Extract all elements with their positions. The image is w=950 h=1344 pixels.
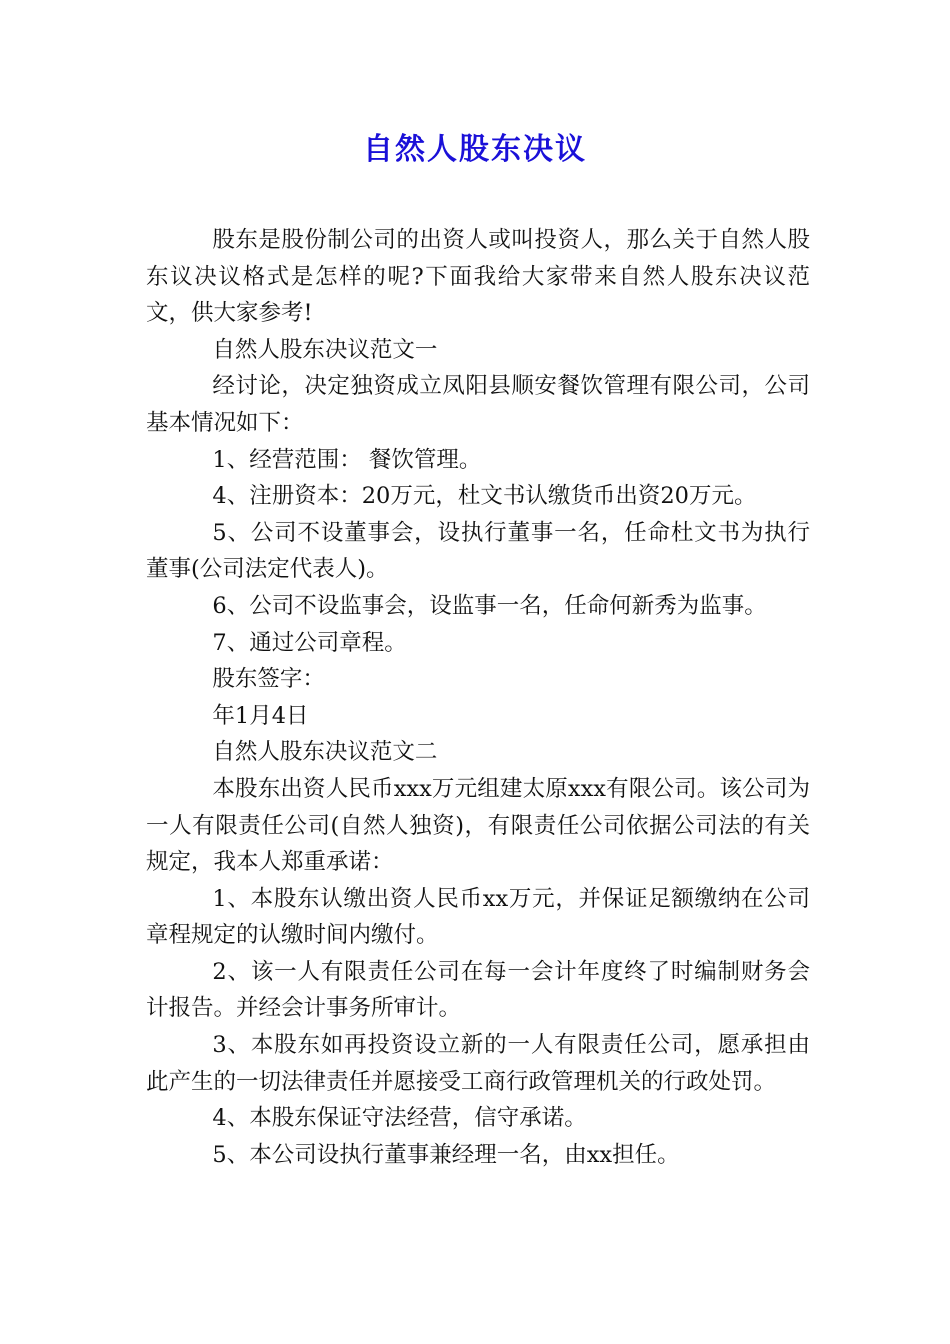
list-item-financial-report: 2、该一人有限责任公司在每一会计年度终了时编制财务会计报告。并经会计事务所审计。 [146,958,810,1022]
heading-sample-one: 自然人股东决议范文一 [212,336,438,363]
document-body [146,222,810,1173]
paragraph-commitment: 本股东出资人民币xxx万元组建太原xxx有限公司。该公司为一人有限责任公司(自然人独资)，有限责任公司依据公司法的有关规定，我本人郑重承诺： [146,775,810,876]
list-item-executive-director: 5、公司不设董事会，设执行董事一名，任命杜文书为执行董事(公司法定代表人)。 [146,519,810,583]
list-item-business-scope: 1、经营范围： 餐饮管理。 [212,446,482,473]
document-title: 自然人股东决议 [363,132,587,167]
list-item-law-abiding: 4、本股东保证守法经营，信守承诺。 [212,1105,587,1132]
list-item-liability: 3、本股东如再投资设立新的一人有限责任公司，愿承担由此产生的一切法律责任并愿接受工商行政管理机关的行政处罚。 [146,1032,810,1095]
paragraph-intro: 股东是股份制公司的出资人或叫投资人，那么关于自然人股东议决议格式是怎样的呢?下面我给大家带来自然人股东决议范文，供大家参考! [146,227,810,327]
list-item-articles: 7、通过公司章程。 [212,629,407,656]
paragraph-discussion: 经讨论，决定独资成立凤阳县顺安餐饮管理有限公司，公司基本情况如下： [146,373,810,436]
list-item-supervisor: 6、公司不设监事会，设监事一名，任命何新秀为监事。 [212,592,767,619]
list-item-manager: 5、本公司设执行董事兼经理一名，由xx担任。 [212,1141,680,1168]
list-item-registered-capital: 4、注册资本：20万元，杜文书认缴货币出资20万元。 [212,483,757,510]
heading-sample-two: 自然人股东决议范文二 [212,739,438,766]
date-line: 年1月4日 [212,702,309,729]
signature-line: 股东签字： [212,666,325,693]
list-item-capital-payment: 1、本股东认缴出资人民币xx万元，并保证足额缴纳在公司章程规定的认缴时间内缴付。 [146,885,810,949]
